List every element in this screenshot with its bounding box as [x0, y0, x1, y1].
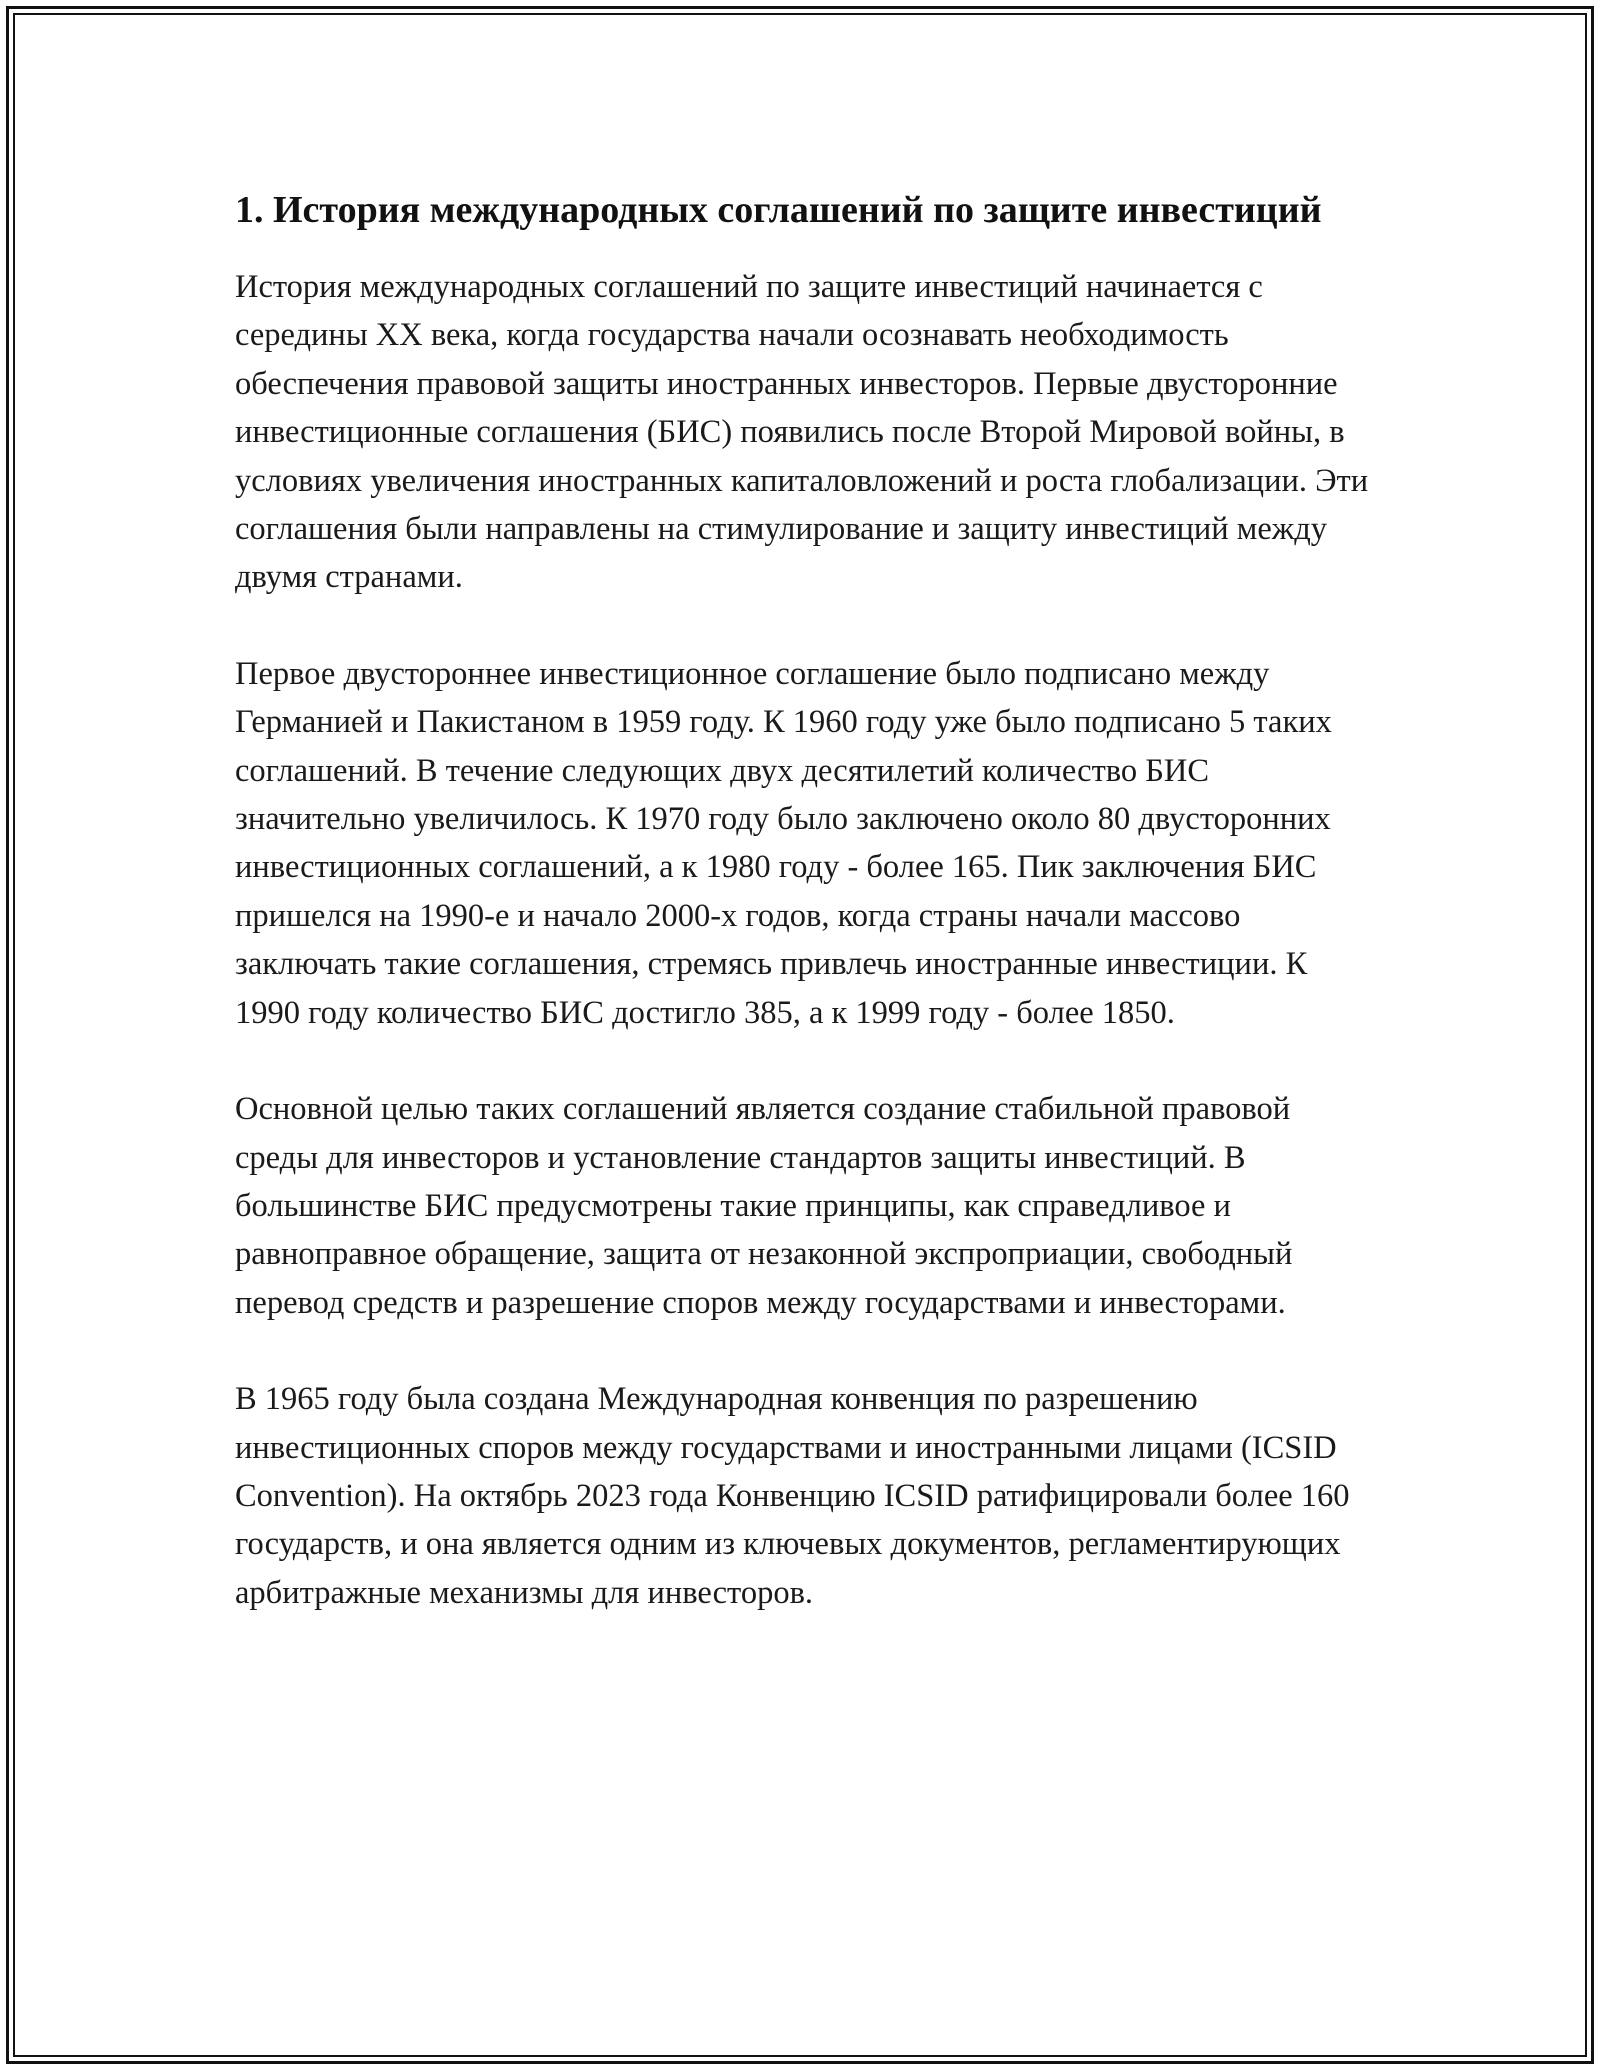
section-heading: 1. История международных соглашений по защите инвестиций [235, 189, 1322, 231]
document-body [235, 183, 1370, 1665]
paragraph-4: В 1965 году была создана Международная конвенция по разрешению инвестиционных споров между государствами и иностранными лицами (ICSID Convention). На октябрь 2023 года Конвенцию ICSID ратифицировали более 160 государств, и она является одним из ключевых документов, регламентирующих арбитражные механизмы для инвесторов. [235, 1381, 1350, 1611]
paragraph-3: Основной целью таких соглашений является создание стабильной правовой среды для инвесторов и установление стандартов защиты инвестиций. В большинстве БИС предусмотрены такие принципы, как справедливое и равноправное обращение, защита от незаконной экспроприации, свободный перевод средств и разрешение споров между государствами и инвесторами. [235, 1091, 1293, 1321]
paragraph-1: История международных соглашений по защите инвестиций начинается с середины XX века, когда государства начали осознавать необходимость обеспечения правовой защиты иностранных инвесторов. Первые двусторонние инвестиционные соглашения (БИС) появились после Второй Мировой войны, в условиях увеличения иностранных капиталовложений и роста глобализации. Эти соглашения были направлены на стимулирование и защиту инвестиций между двумя странами. [235, 269, 1369, 596]
paragraph-2: Первое двустороннее инвестиционное соглашение было подписано между Германией и Пакистаном в 1959 году. К 1960 году уже было подписано 5 таких соглашений. В течение следующих двух десятилетий количество БИС значительно увеличилось. К 1970 году было заключено около 80 двусторонних инвестиционных соглашений, а к 1980 году - более 165. Пик заключения БИС пришелся на 1990-е и начало 2000-х годов, когда страны начали массово заключать такие соглашения, стремясь привлечь иностранные инвестиции. К 1990 году количество БИС достигло 385, а к 1999 году - более 1850. [235, 655, 1332, 1031]
